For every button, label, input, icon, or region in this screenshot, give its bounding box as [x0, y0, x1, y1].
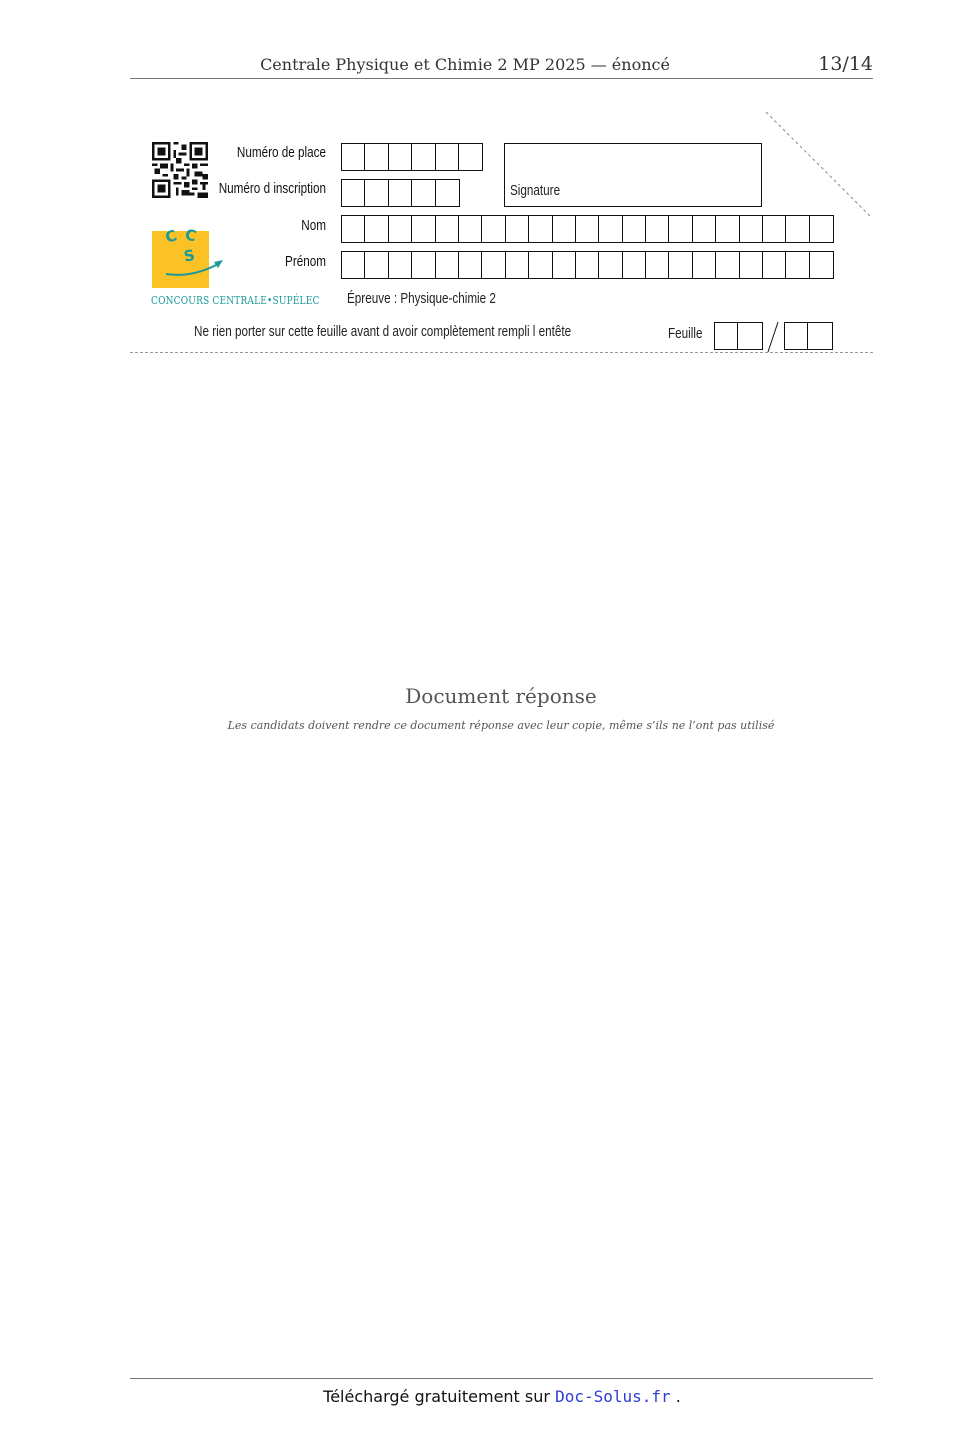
char-box[interactable]	[623, 216, 646, 242]
running-header-title: Centrale Physique et Chimie 2 MP 2025 — énoncé	[260, 55, 670, 74]
char-box[interactable]	[436, 180, 459, 206]
char-box[interactable]	[459, 216, 482, 242]
char-box[interactable]	[412, 252, 435, 278]
char-box[interactable]	[693, 216, 716, 242]
corner-cut-line	[762, 110, 874, 220]
char-box[interactable]	[716, 216, 739, 242]
footer-rule	[130, 1378, 873, 1379]
char-box[interactable]	[715, 323, 738, 349]
char-box[interactable]	[576, 216, 599, 242]
char-box[interactable]	[459, 252, 482, 278]
feuille-slash-icon	[762, 320, 784, 354]
prenom-label: Prénom	[285, 253, 326, 270]
char-box[interactable]	[365, 144, 388, 170]
char-box[interactable]	[482, 252, 505, 278]
char-box[interactable]	[482, 216, 505, 242]
logo-letter-c1: C	[163, 226, 180, 247]
footer-link[interactable]: Doc-Solus.fr	[555, 1387, 671, 1406]
char-box[interactable]	[529, 252, 552, 278]
char-box[interactable]	[389, 252, 412, 278]
feuille-label: Feuille	[668, 325, 703, 342]
char-box[interactable]	[389, 144, 412, 170]
char-box[interactable]	[412, 180, 435, 206]
char-box[interactable]	[763, 252, 786, 278]
char-box[interactable]	[646, 252, 669, 278]
nom-label: Nom	[301, 217, 326, 234]
char-box[interactable]	[412, 216, 435, 242]
header-rule	[130, 78, 873, 79]
char-box[interactable]	[810, 216, 833, 242]
char-box[interactable]	[738, 323, 761, 349]
char-box[interactable]	[599, 252, 622, 278]
signature-label: Signature	[510, 182, 561, 199]
char-box[interactable]	[365, 216, 388, 242]
document-subtitle: Les candidats doivent rendre ce document réponse avec leur copie, même s’ils ne l’ont pas utilisé	[227, 719, 775, 732]
char-box[interactable]	[599, 216, 622, 242]
numero-place-label: Numéro de place	[236, 144, 326, 161]
logo-text: CONCOURS CENTRALE•SUPÉLEC	[151, 294, 320, 307]
footer-text	[0, 1387, 980, 1406]
char-box[interactable]	[716, 252, 739, 278]
document-title: Document réponse	[405, 684, 597, 708]
char-box[interactable]	[553, 216, 576, 242]
char-box[interactable]	[623, 252, 646, 278]
char-box[interactable]	[808, 323, 831, 349]
char-box[interactable]	[785, 323, 808, 349]
char-box[interactable]	[342, 180, 365, 206]
char-box[interactable]	[786, 252, 809, 278]
char-box[interactable]	[786, 216, 809, 242]
instruction-text: Ne rien porter sur cette feuille avant d avoir complètement rempli l entête	[194, 323, 572, 340]
page-number: 13/14	[818, 53, 873, 75]
char-box[interactable]	[412, 144, 435, 170]
nom-boxes[interactable]	[341, 215, 834, 243]
char-box[interactable]	[365, 252, 388, 278]
footer-prefix: Téléchargé gratuitement sur	[323, 1387, 556, 1406]
char-box[interactable]	[506, 216, 529, 242]
prenom-boxes[interactable]	[341, 251, 834, 279]
char-box[interactable]	[669, 252, 692, 278]
char-box[interactable]	[740, 216, 763, 242]
char-box[interactable]	[506, 252, 529, 278]
char-box[interactable]	[342, 252, 365, 278]
feuille-current-boxes[interactable]	[714, 322, 763, 350]
numero-inscription-boxes[interactable]	[341, 179, 460, 207]
logo-letter-c2: C	[183, 225, 199, 246]
numero-place-boxes[interactable]	[341, 143, 483, 171]
char-box[interactable]	[389, 216, 412, 242]
footer-suffix: .	[670, 1387, 681, 1406]
epreuve-label: Épreuve : Physique-chimie 2	[347, 290, 496, 307]
char-box[interactable]	[342, 144, 365, 170]
cut-line	[130, 352, 873, 353]
char-box[interactable]	[436, 216, 459, 242]
logo-letter-s: S	[182, 245, 197, 266]
char-box[interactable]	[810, 252, 833, 278]
char-box[interactable]	[740, 252, 763, 278]
char-box[interactable]	[436, 252, 459, 278]
char-box[interactable]	[529, 216, 552, 242]
feuille-total-boxes[interactable]	[784, 322, 833, 350]
char-box[interactable]	[342, 216, 365, 242]
char-box[interactable]	[693, 252, 716, 278]
char-box[interactable]	[459, 144, 482, 170]
char-box[interactable]	[646, 216, 669, 242]
char-box[interactable]	[553, 252, 576, 278]
char-box[interactable]	[436, 144, 459, 170]
char-box[interactable]	[389, 180, 412, 206]
numero-inscription-label: Numéro d inscription	[218, 180, 326, 197]
char-box[interactable]	[365, 180, 388, 206]
char-box[interactable]	[576, 252, 599, 278]
char-box[interactable]	[669, 216, 692, 242]
char-box[interactable]	[763, 216, 786, 242]
